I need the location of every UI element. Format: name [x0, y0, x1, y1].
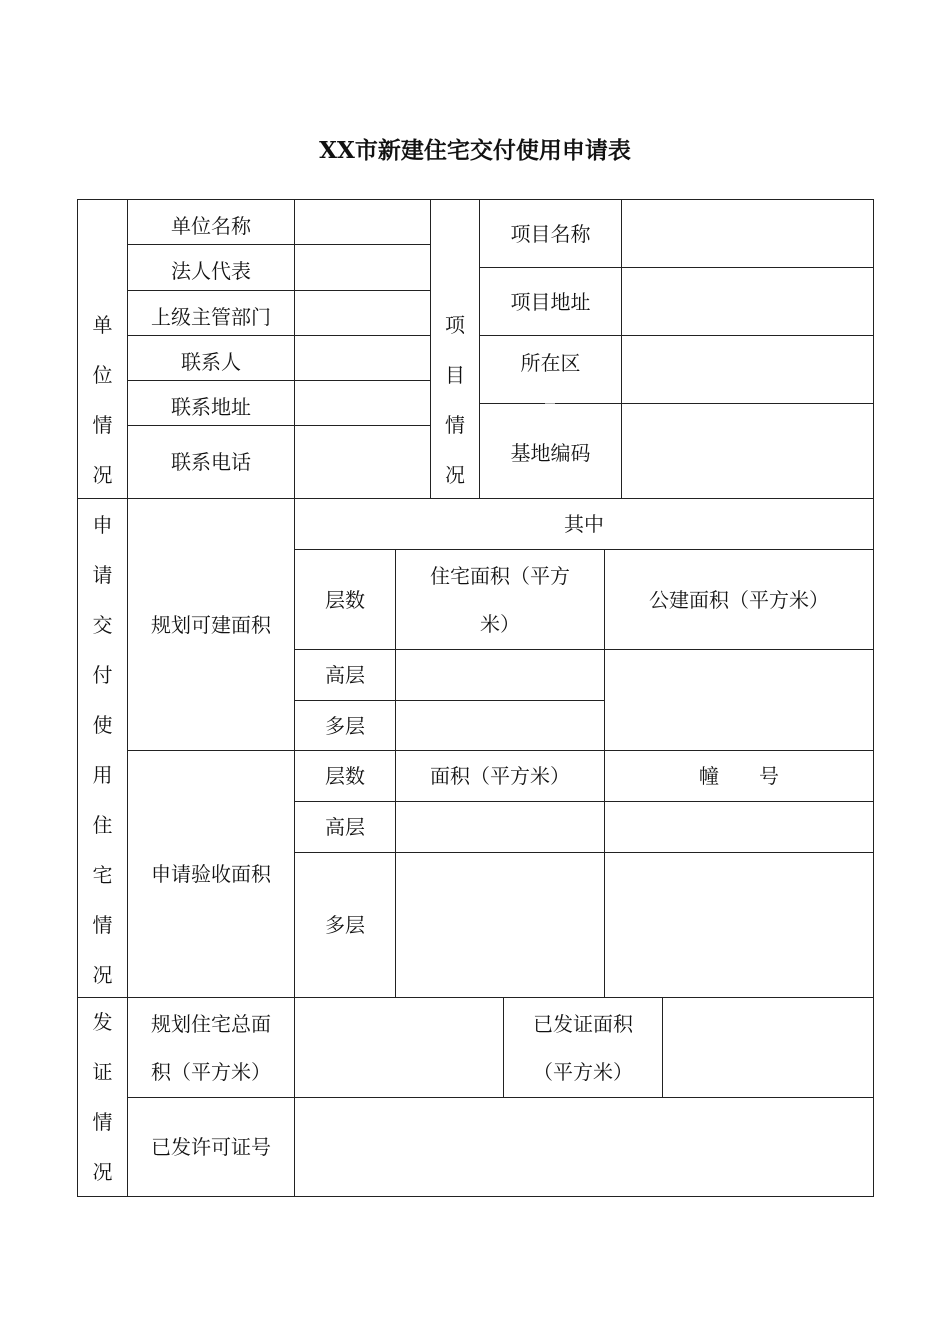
- permit-section-label: [78, 998, 127, 1196]
- area-header: 面积（平方米）: [430, 764, 570, 788]
- issued-area-field[interactable]: [663, 998, 873, 1097]
- label-char: 况: [445, 463, 465, 487]
- apply-section-label: [78, 500, 127, 1000]
- high-rise-building-field[interactable]: [605, 802, 873, 852]
- unit-name-label: 单位名称: [171, 213, 251, 238]
- high-rise-label-2: 高层: [325, 815, 365, 839]
- label-char: 发: [92, 1010, 113, 1034]
- multi-storey-building-field[interactable]: [605, 853, 873, 997]
- legal-rep-field[interactable]: [295, 245, 430, 290]
- accept-area-label: 申请验收面积: [151, 862, 271, 886]
- label-char: 项: [445, 313, 465, 337]
- contact-person-field[interactable]: [295, 336, 430, 380]
- building-no-header: 幢 号: [699, 764, 779, 788]
- public-area-field[interactable]: [605, 650, 873, 750]
- legal-rep-label: 法人代表: [171, 258, 251, 283]
- base-code-label: 基地编码: [510, 441, 591, 465]
- label-char: 况: [92, 463, 113, 487]
- label-char: 住: [92, 813, 113, 837]
- contact-address-label: 联系地址: [171, 394, 251, 419]
- header-line: 米）: [480, 611, 520, 636]
- district-label: 所在区: [520, 351, 581, 375]
- page-title: XX市新建住宅交付使用申请表: [319, 137, 631, 164]
- floors-header: 层数: [325, 587, 365, 612]
- table-rule-line: [873, 199, 874, 1197]
- label-line: 规划住宅总面: [151, 1011, 271, 1036]
- unit-name-field[interactable]: [295, 200, 430, 244]
- of-which-header: 其中: [564, 512, 604, 536]
- permit-no-field[interactable]: [295, 1098, 873, 1196]
- floors-header-2: 层数: [325, 764, 365, 788]
- label-char: 付: [92, 663, 113, 687]
- label-char: 情: [92, 913, 113, 937]
- multi-storey-label: 多层: [325, 713, 365, 738]
- contact-phone-label: 联系电话: [171, 450, 251, 474]
- label-char: 况: [92, 963, 113, 987]
- multi-storey-residential-field[interactable]: [396, 701, 604, 750]
- unit-section-label: [78, 300, 127, 500]
- high-rise-label: 高层: [325, 663, 365, 687]
- contact-person-label: 联系人: [181, 349, 241, 374]
- issued-area-label: [504, 998, 662, 1097]
- project-address-field[interactable]: [622, 268, 873, 335]
- multi-storey-label-2: 多层: [325, 913, 365, 937]
- contact-phone-field[interactable]: [295, 426, 430, 498]
- contact-address-field[interactable]: [295, 381, 430, 425]
- project-address-label: 项目地址: [510, 289, 591, 314]
- label-char: 使: [92, 713, 113, 737]
- district-field[interactable]: [622, 336, 873, 403]
- project-section-label: [431, 300, 479, 500]
- permit-no-label: 已发许可证号: [151, 1135, 271, 1159]
- label-char: 交: [92, 613, 113, 637]
- multi-storey-area-field[interactable]: [396, 853, 604, 997]
- project-name-field[interactable]: [622, 200, 873, 267]
- stray-mark: [545, 403, 555, 404]
- residential-area-header: [396, 550, 604, 649]
- label-char: 宅: [92, 863, 113, 887]
- label-char: 证: [92, 1060, 113, 1084]
- total-area-label: [128, 998, 294, 1097]
- label-char: 情: [445, 413, 465, 437]
- base-code-field[interactable]: [622, 404, 873, 498]
- header-line: 住宅面积（平方: [430, 563, 570, 588]
- project-name-label: 项目名称: [510, 221, 591, 246]
- label-char: 情: [92, 1110, 113, 1134]
- planned-area-label: 规划可建面积: [151, 612, 271, 637]
- label-char: 情: [92, 413, 113, 437]
- label-char: 单: [92, 313, 113, 337]
- label-char: 位: [92, 363, 113, 387]
- label-char: 用: [92, 763, 113, 787]
- supervisor-dept-label: 上级主管部门: [151, 304, 271, 329]
- high-rise-residential-field[interactable]: [396, 650, 604, 700]
- label-char: 目: [445, 363, 465, 387]
- label-line: （平方米）: [533, 1059, 633, 1084]
- label-char: 申: [92, 513, 113, 537]
- public-area-header: 公建面积（平方米）: [649, 587, 829, 612]
- high-rise-area-field[interactable]: [396, 802, 604, 852]
- label-line: 已发证面积: [533, 1011, 633, 1036]
- label-char: 况: [92, 1160, 113, 1184]
- supervisor-dept-field[interactable]: [295, 291, 430, 335]
- table-rule-line: [77, 1196, 874, 1197]
- label-line: 积（平方米）: [151, 1059, 271, 1084]
- total-area-field[interactable]: [295, 998, 503, 1097]
- label-char: 请: [92, 563, 113, 587]
